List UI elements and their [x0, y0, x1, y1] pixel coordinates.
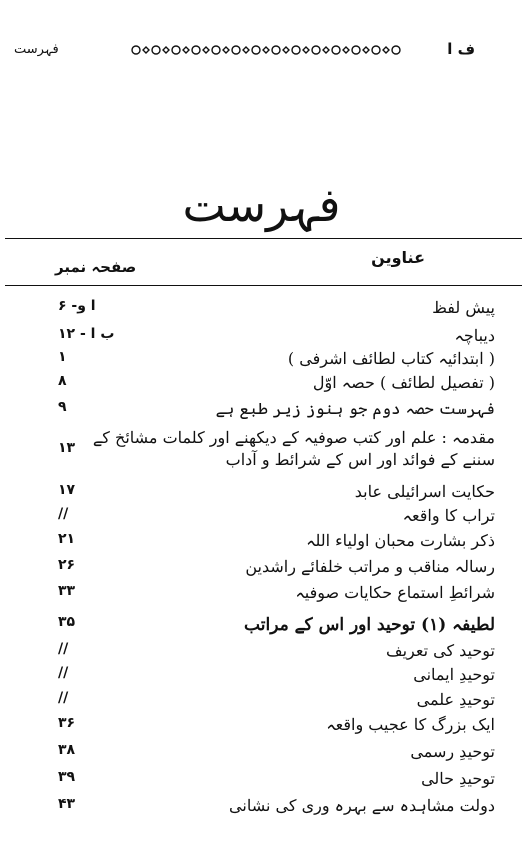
toc-entry-page: ۴۳: [58, 796, 76, 812]
toc-entry-title: حکایت اسرائیلی عابد: [354, 482, 495, 501]
toc-entry-page: //: [58, 665, 69, 681]
toc-entry-title: ( تفصیل لطائف ) حصہ اوّل: [312, 373, 495, 392]
column-header-page: صفحہ نمبر: [55, 258, 137, 276]
toc-entry-title-continued: سننے کے فوائد اور اس کے شرائط و آداب: [225, 450, 495, 469]
toc-entry-page: ۳۵: [58, 614, 76, 630]
toc-entry-page: //: [58, 690, 69, 706]
toc-entry-title: تراب کا واقعہ: [402, 506, 495, 525]
toc-entry-page: ۱۷: [58, 482, 76, 498]
toc-entry-page: //: [58, 506, 69, 522]
toc-entry-page: ۲۶: [58, 557, 76, 573]
toc-entry-page: ۱: [58, 349, 67, 365]
toc-entry-title: توحیدِ ایمانی: [413, 665, 495, 684]
toc-entry-page: ب ا - ۱۲: [58, 326, 115, 342]
toc-entry-title: شرائطِ استماع حکایات صوفیہ: [295, 583, 495, 602]
toc-entry-title: دیباچہ: [454, 326, 495, 345]
toc-entry-page: ۸: [58, 373, 67, 389]
toc-entry-page: ۳۳: [58, 583, 76, 599]
toc-entry-page: ۳۶: [58, 715, 76, 731]
toc-entry-title: لطیفہ (۱) توحید اور اس کے مراتب: [244, 615, 495, 635]
toc-entry-page: //: [58, 641, 69, 657]
toc-entry-title: ذکر بشارت محبان اولیاء اللہ: [306, 531, 495, 550]
toc-entry-title: دولت مشاہدہ سے بہرہ وری کی نشانی: [229, 796, 495, 815]
toc-entry-title: توحیدِ حالی: [421, 769, 495, 788]
toc-entry-title: رسالہ مناقب و مراتب خلفائے راشدین: [245, 557, 495, 576]
toc-entry-title: فہرست حصہ دوم جو ہنوز زیر طبع ہے: [215, 399, 495, 418]
toc-entry-page: ۹: [58, 399, 67, 415]
toc-entry-title: توحیدِ علمی: [416, 690, 495, 709]
toc-entry-title: توحید کی تعریف: [386, 641, 495, 660]
toc-entry-page: ا و- ۶: [58, 298, 96, 314]
column-header-title: عناوین: [371, 248, 425, 267]
toc-entry-title: توحیدِ رسمی: [410, 742, 495, 761]
running-header-left: فہرست: [14, 42, 59, 57]
toc-entry-page: ۳۹: [58, 769, 76, 785]
toc-entry-page: ۱۳: [58, 440, 76, 456]
toc-entry-title: مقدمہ : علم اور کتب صوفیہ کے دیکھنے اور کلمات مشائخ کے: [92, 428, 495, 447]
page-number: ف ا: [447, 40, 475, 58]
toc-entry-page: ۳۸: [58, 742, 76, 758]
toc-entry-title: ایک بزرگ کا عجیب واقعہ: [326, 715, 495, 734]
toc-entry-title: پیش لفظ: [432, 298, 495, 317]
page-title: فہرست: [182, 178, 341, 232]
toc-entry-title: ( ابتدائیہ کتاب لطائف اشرفی ): [287, 349, 495, 368]
toc-entry-page: ۲۱: [58, 531, 76, 547]
